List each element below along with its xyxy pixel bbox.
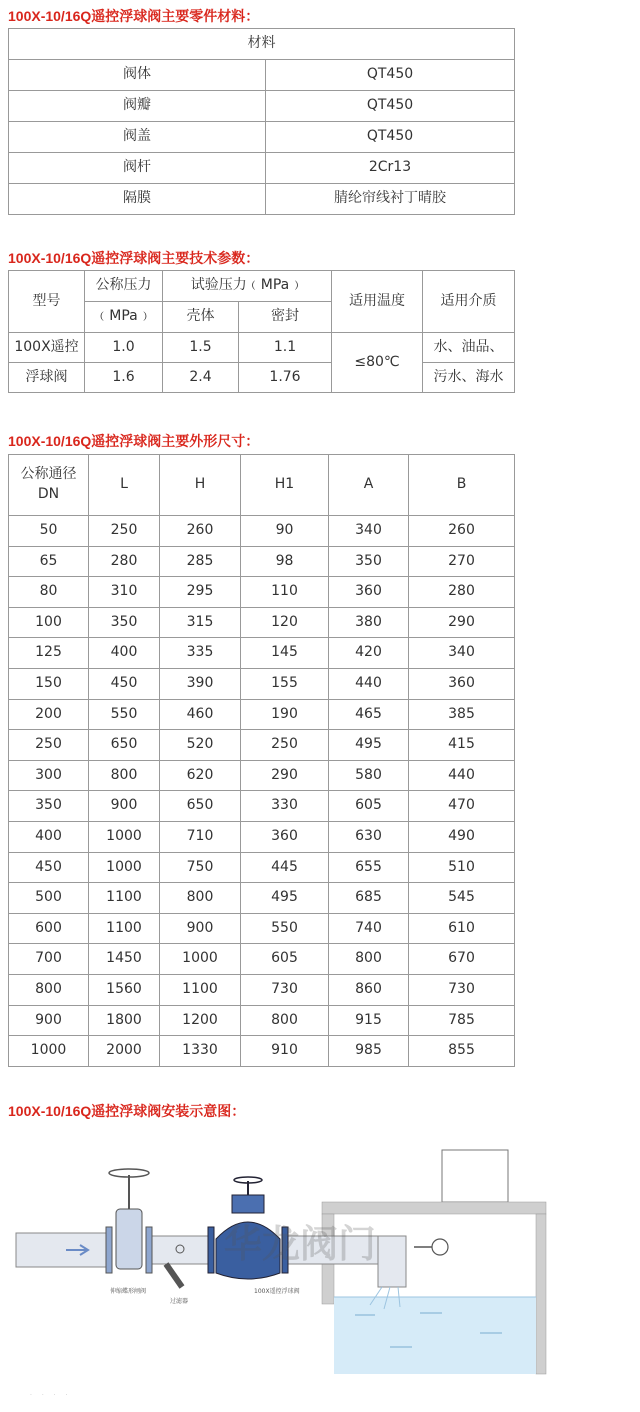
shell-value: 1.5 [163, 333, 239, 363]
col-dn-line2: DN [37, 486, 60, 502]
materials-row [9, 184, 515, 215]
dims-cell: 400 [89, 638, 160, 669]
dims-cell: 1100 [89, 883, 160, 914]
col-l: L [89, 455, 160, 516]
dims-cell: 300 [9, 760, 89, 791]
col-b: B [409, 455, 515, 516]
label-filter: 过滤器 [170, 1298, 189, 1305]
dims-cell: 985 [329, 1036, 409, 1067]
col-h: H [160, 455, 241, 516]
col-model: 型号 [9, 271, 85, 333]
dims-row [9, 1036, 515, 1067]
dims-cell: 545 [409, 883, 515, 914]
dims-cell: 400 [9, 821, 89, 852]
dims-cell: 1450 [89, 944, 160, 975]
dims-cell: 65 [9, 546, 89, 577]
dims-cell: 500 [9, 883, 89, 914]
dims-cell: 1000 [9, 1036, 89, 1067]
dims-cell: 650 [160, 791, 241, 822]
dims-cell: 630 [329, 821, 409, 852]
decorative-dots: · · · · [30, 1392, 72, 1399]
dims-row [9, 577, 515, 608]
col-pn-line1: 公称压力 [85, 271, 163, 302]
dims-cell: 600 [9, 913, 89, 944]
dims-row [9, 852, 515, 883]
dims-cell: 50 [9, 516, 89, 547]
materials-table [8, 28, 515, 215]
seal-value: 1.76 [239, 363, 332, 393]
dims-cell: 915 [329, 1005, 409, 1036]
materials-heading: 100X-10/16Q遥控浮球阀主要零件材料： [8, 8, 260, 24]
dims-row [9, 730, 515, 761]
dims-cell: 610 [409, 913, 515, 944]
dims-cell: 580 [329, 760, 409, 791]
dims-cell: 470 [409, 791, 515, 822]
col-medium: 适用介质 [423, 271, 515, 333]
medium-line2: 污水、海水 [423, 363, 515, 393]
dims-cell: 550 [89, 699, 160, 730]
dims-cell: 150 [9, 668, 89, 699]
float-ball [414, 1239, 448, 1255]
dims-table [8, 454, 515, 1067]
dims-cell: 125 [9, 638, 89, 669]
dims-cell: 900 [160, 913, 241, 944]
installation-diagram [10, 1135, 550, 1380]
dims-row [9, 974, 515, 1005]
materials-header: 材料 [9, 29, 515, 60]
dims-cell: 445 [241, 852, 329, 883]
dims-row [9, 516, 515, 547]
dims-cell: 450 [89, 668, 160, 699]
dims-cell: 800 [89, 760, 160, 791]
dims-cell: 700 [9, 944, 89, 975]
dims-cell: 250 [241, 730, 329, 761]
install-heading: 100X-10/16Q遥控浮球阀安装示意图： [8, 1103, 246, 1119]
dims-cell: 1560 [89, 974, 160, 1005]
dims-cell: 750 [160, 852, 241, 883]
tech-table [8, 270, 515, 393]
dims-cell: 390 [160, 668, 241, 699]
dims-cell: 605 [329, 791, 409, 822]
dims-cell: 350 [89, 607, 160, 638]
medium-line1: 水、油品、 [423, 333, 515, 363]
materials-row [9, 122, 515, 153]
dims-cell: 290 [409, 607, 515, 638]
col-test: 试验压力﹙MPa﹚ [163, 271, 332, 302]
dims-cell: 740 [329, 913, 409, 944]
dims-cell: 360 [409, 668, 515, 699]
dims-cell: 800 [9, 974, 89, 1005]
dims-cell: 420 [329, 638, 409, 669]
dims-cell: 855 [409, 1036, 515, 1067]
materials-row [9, 60, 515, 91]
dims-cell: 145 [241, 638, 329, 669]
dims-row [9, 760, 515, 791]
dims-cell: 605 [241, 944, 329, 975]
dims-cell: 360 [329, 577, 409, 608]
dims-cell: 110 [241, 577, 329, 608]
col-dn [9, 455, 89, 516]
part-material: QT450 [266, 91, 515, 122]
dims-cell: 510 [409, 852, 515, 883]
dims-cell: 800 [241, 1005, 329, 1036]
dims-cell: 1800 [89, 1005, 160, 1036]
watermark: 华龙阀门 [224, 1222, 377, 1266]
dims-cell: 310 [89, 577, 160, 608]
dims-cell: 2000 [89, 1036, 160, 1067]
part-name: 阀盖 [9, 122, 266, 153]
part-material: 腈纶帘线衬丁晴胶 [266, 184, 515, 215]
dims-cell: 90 [241, 516, 329, 547]
dims-heading: 100X-10/16Q遥控浮球阀主要外形尺寸： [8, 433, 260, 449]
model-line1: 100X遥控 [9, 333, 85, 363]
dims-cell: 465 [329, 699, 409, 730]
materials-row [9, 153, 515, 184]
dims-cell: 250 [89, 516, 160, 547]
dims-row [9, 638, 515, 669]
dims-cell: 495 [241, 883, 329, 914]
dims-cell: 490 [409, 821, 515, 852]
dims-cell: 900 [89, 791, 160, 822]
part-material: 2Cr13 [266, 153, 515, 184]
dims-cell: 290 [241, 760, 329, 791]
dims-cell: 1000 [89, 852, 160, 883]
dims-cell: 350 [9, 791, 89, 822]
dims-cell: 440 [409, 760, 515, 791]
dims-cell: 80 [9, 577, 89, 608]
dims-cell: 1100 [160, 974, 241, 1005]
dims-cell: 1100 [89, 913, 160, 944]
dims-row [9, 546, 515, 577]
dims-cell: 710 [160, 821, 241, 852]
dims-cell: 1000 [89, 821, 160, 852]
pn-value: 1.6 [85, 363, 163, 393]
dims-row [9, 883, 515, 914]
dims-cell: 330 [241, 791, 329, 822]
part-material: QT450 [266, 60, 515, 91]
dims-cell: 1330 [160, 1036, 241, 1067]
pn-value: 1.0 [85, 333, 163, 363]
dims-cell: 800 [329, 944, 409, 975]
dims-cell: 295 [160, 577, 241, 608]
dims-cell: 315 [160, 607, 241, 638]
dims-cell: 260 [160, 516, 241, 547]
col-h1: H1 [241, 455, 329, 516]
temp-value: ≤80℃ [332, 333, 423, 393]
dims-cell: 260 [409, 516, 515, 547]
dims-cell: 340 [409, 638, 515, 669]
dims-cell: 1000 [160, 944, 241, 975]
dims-cell: 360 [241, 821, 329, 852]
col-seal: 密封 [239, 302, 332, 333]
dims-cell: 120 [241, 607, 329, 638]
dims-cell: 190 [241, 699, 329, 730]
materials-row [9, 91, 515, 122]
part-name: 阀体 [9, 60, 266, 91]
dims-cell: 250 [9, 730, 89, 761]
dims-cell: 280 [409, 577, 515, 608]
dims-cell: 98 [241, 546, 329, 577]
dims-cell: 100 [9, 607, 89, 638]
dims-cell: 285 [160, 546, 241, 577]
col-temp: 适用温度 [332, 271, 423, 333]
col-pn-line2: ﹙MPa﹚ [85, 302, 163, 333]
dims-cell: 785 [409, 1005, 515, 1036]
dims-cell: 200 [9, 699, 89, 730]
dims-row [9, 668, 515, 699]
dims-cell: 800 [160, 883, 241, 914]
dims-cell: 335 [160, 638, 241, 669]
dims-cell: 450 [9, 852, 89, 883]
col-dn-line1: 公称通径 [20, 466, 77, 483]
dims-row [9, 913, 515, 944]
part-name: 阀瓣 [9, 91, 266, 122]
col-shell: 壳体 [163, 302, 239, 333]
dims-cell: 440 [329, 668, 409, 699]
model-line2: 浮球阀 [9, 363, 85, 393]
dims-cell: 670 [409, 944, 515, 975]
dims-row [9, 607, 515, 638]
dims-cell: 155 [241, 668, 329, 699]
dims-cell: 730 [409, 974, 515, 1005]
tech-heading: 100X-10/16Q遥控浮球阀主要技术参数： [8, 250, 260, 266]
label-gate-valve: 伸缩蝶形闸阀 [110, 1288, 147, 1295]
col-a: A [329, 455, 409, 516]
dims-cell: 900 [9, 1005, 89, 1036]
dims-cell: 730 [241, 974, 329, 1005]
dims-cell: 385 [409, 699, 515, 730]
dims-cell: 415 [409, 730, 515, 761]
part-name: 隔膜 [9, 184, 266, 215]
dims-cell: 620 [160, 760, 241, 791]
dims-cell: 685 [329, 883, 409, 914]
dims-row [9, 821, 515, 852]
part-name: 阀杆 [9, 153, 266, 184]
dims-cell: 350 [329, 546, 409, 577]
dims-row [9, 791, 515, 822]
dims-row [9, 944, 515, 975]
dims-cell: 1200 [160, 1005, 241, 1036]
seal-value: 1.1 [239, 333, 332, 363]
dims-cell: 655 [329, 852, 409, 883]
label-float-valve: 100X遥控浮球阀 [254, 1288, 300, 1295]
dims-cell: 520 [160, 730, 241, 761]
dims-cell: 910 [241, 1036, 329, 1067]
dims-cell: 340 [329, 516, 409, 547]
dims-cell: 550 [241, 913, 329, 944]
dims-cell: 270 [409, 546, 515, 577]
dims-cell: 495 [329, 730, 409, 761]
dims-cell: 460 [160, 699, 241, 730]
dims-row [9, 1005, 515, 1036]
dims-cell: 860 [329, 974, 409, 1005]
dims-cell: 380 [329, 607, 409, 638]
gate-valve [106, 1169, 152, 1273]
part-material: QT450 [266, 122, 515, 153]
shell-value: 2.4 [163, 363, 239, 393]
dims-cell: 280 [89, 546, 160, 577]
dims-row [9, 699, 515, 730]
dims-cell: 650 [89, 730, 160, 761]
